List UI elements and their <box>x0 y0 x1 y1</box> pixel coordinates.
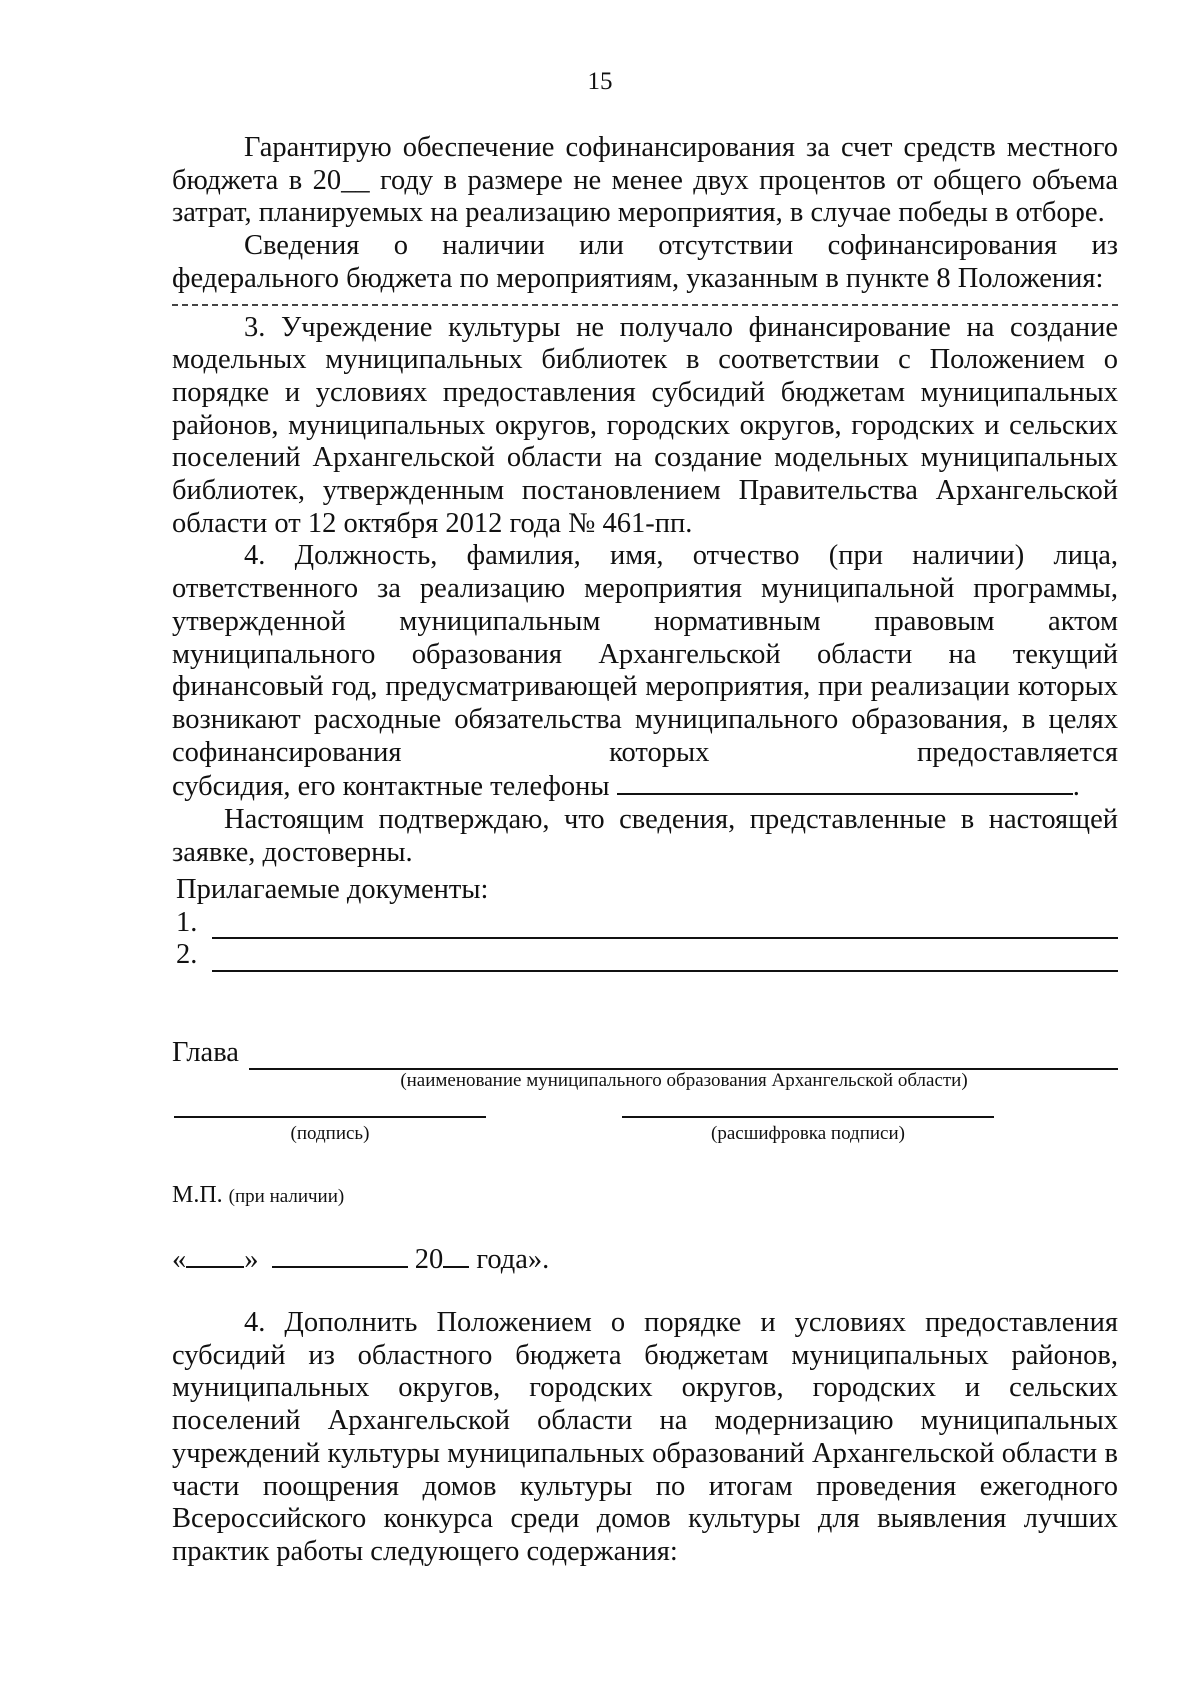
month-fill-line <box>272 1242 408 1268</box>
year-suffix: года». <box>476 1244 550 1275</box>
signature-fill-line <box>174 1116 486 1118</box>
seal-note: (при наличии) <box>228 1186 345 1207</box>
item-4-paragraph: 4. Должность, фамилия, имя, отчество (при наличии) лица, ответственного за реализацию мероприятия муниципальной программы, утвержденной муниципальным нормативным правовым актом муниципального образования Архангельской области на текущий финансовый год, предусматривающей мероприятия, при реализации которых возникают расходные обязательства муниципального образования, в целях софинансирования которых предоставляется <box>172 540 1118 768</box>
page-number: 15 <box>587 68 613 95</box>
item-3-paragraph: 3. Учреждение культуры не получало финансирование на создание модельных муниципальных библиотек в соответствии с Положением о порядке и условиях предоставления субсидий бюджетам муниципальных районов, муниципальных округов, городских округов, городских и сельских поселений Архангельской области на создание модельных муниципальных библиотек, утвержденным постановлением Правительства Архангельской области от 12 октября 2012 года № 461-пп. <box>172 311 1118 539</box>
attachment-fill-line <box>212 944 1118 972</box>
attachments-heading: Прилагаемые документы: <box>176 874 489 905</box>
final-section <box>172 1307 1118 1569</box>
date-line <box>172 1242 549 1277</box>
head-signature-row <box>172 1036 1118 1070</box>
attachments-block <box>176 874 1118 972</box>
item-4-amendment-paragraph: 4. Дополнить Положением о порядке и условиях предоставления субсидий из областного бюджета бюджетам муниципальных районов, муниципальных округов, городских округов, городских и сельских поселений Архангельской области на модернизацию муниципальных учреждений культуры муниципальных образований Архангельской области в части поощрения домов культуры по итогам проведения ежегодного Всероссийского конкурса среди домов культуры для выявления лучших практик работы следующего содержания: <box>172 1307 1118 1567</box>
year-fill-line <box>443 1242 469 1268</box>
blank-dashed-line <box>172 304 1118 306</box>
top-section <box>172 132 1118 869</box>
contacts-line <box>172 769 1118 804</box>
cofinancing-guarantee-paragraph: Гарантирую обеспечение софинансирования за счет средств местного бюджета в 20__ году в размере не менее двух процентов от общего объема затрат, планируемых на реализацию мероприятия, в случае победы в отборе. <box>172 132 1118 229</box>
day-fill-line <box>186 1242 244 1268</box>
signature-decode-fill-line <box>622 1116 994 1118</box>
head-caption: (наименование муниципального образования Архангельской области) <box>400 1070 968 1091</box>
confirmation-paragraph: Настоящим подтверждаю, что сведения, представленные в настоящей заявке, достоверны. <box>172 804 1118 868</box>
signature-caption: (подпись) <box>290 1123 370 1144</box>
head-label: Глава <box>172 1037 239 1068</box>
attachment-row <box>176 939 1118 972</box>
attachment-number: 2. <box>176 939 198 971</box>
federal-cofinancing-paragraph: Сведения о наличии или отсутствии софинансирования из федерального бюджета по мероприятиям, указанным в пункте 8 Положения: <box>172 230 1118 294</box>
year-prefix: 20 <box>414 1244 444 1275</box>
contacts-fill-line <box>617 769 1073 795</box>
contacts-label: субсидия, его контактные телефоны <box>172 771 610 803</box>
attachment-number: 1. <box>176 906 198 938</box>
signature-decode-caption: (расшифровка подписи) <box>711 1123 905 1144</box>
contacts-end: . <box>1072 771 1080 803</box>
seal-line <box>172 1180 344 1212</box>
date-open-quote: « <box>172 1244 187 1275</box>
date-close-quote: » <box>244 1244 259 1275</box>
seal-label: М.П. <box>172 1182 223 1208</box>
head-fill-line <box>249 1042 1118 1070</box>
attachment-fill-line <box>212 911 1118 939</box>
attachment-row <box>176 907 1118 940</box>
